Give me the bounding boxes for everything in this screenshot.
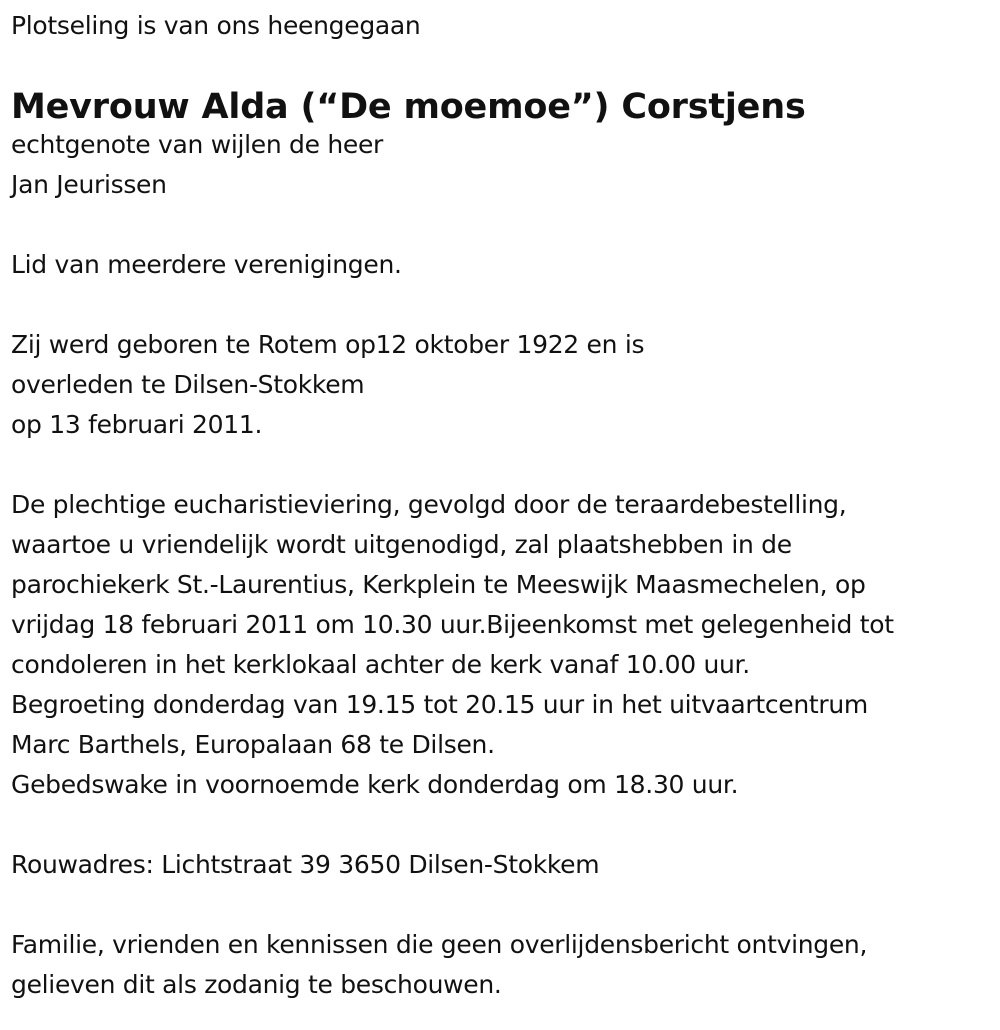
ceremony-line: waartoe u vriendelijk wordt uitgenodigd, zal plaatshebben in de [11,530,792,559]
spacer [11,805,991,845]
closing-line: gelieven dit als zodanig te beschouwen. [11,970,502,999]
spacer [11,285,991,325]
death-place-line: overleden te Dilsen-Stokkem [11,370,365,399]
mourning-address: Rouwadres: Lichtstraat 39 3650 Dilsen-Stokkem [11,850,600,879]
ceremony-line: Marc Barthels, Europalaan 68 te Dilsen. [11,730,495,759]
deceased-name: Mevrouw Alda (“De moemoe”) Corstjens [11,87,806,127]
obituary-notice [11,6,991,1005]
ceremony-line: Gebedswake in voornoemde kerk donderdag om 18.30 uur. [11,770,739,799]
spouse-line: echtgenote van wijlen de heer [11,130,384,159]
membership-text: Lid van meerdere verenigingen. [11,250,402,279]
ceremony-line: vrijdag 18 februari 2011 om 10.30 uur.Bijeenkomst met gelegenheid tot [11,610,894,639]
ceremony-line: De plechtige eucharistieviering, gevolgd door de teraardebestelling, [11,490,847,519]
ceremony-line: parochiekerk St.-Laurentius, Kerkplein te Meeswijk Maasmechelen, op [11,570,866,599]
intro-text: Plotseling is van ons heengegaan [11,11,421,40]
spacer [11,885,991,925]
ceremony-line: condoleren in het kerklokaal achter de kerk vanaf 10.00 uur. [11,650,750,679]
spacer [11,205,991,245]
ceremony-line: Begroeting donderdag van 19.15 tot 20.15 uur in het uitvaartcentrum [11,690,868,719]
birth-line: Zij werd geboren te Rotem op12 oktober 1922 en is [11,330,645,359]
spouse-name: Jan Jeurissen [11,170,167,199]
closing-line: Familie, vrienden en kennissen die geen overlijdensbericht ontvingen, [11,930,868,959]
spacer [11,445,991,485]
death-date-line: op 13 februari 2011. [11,410,263,439]
